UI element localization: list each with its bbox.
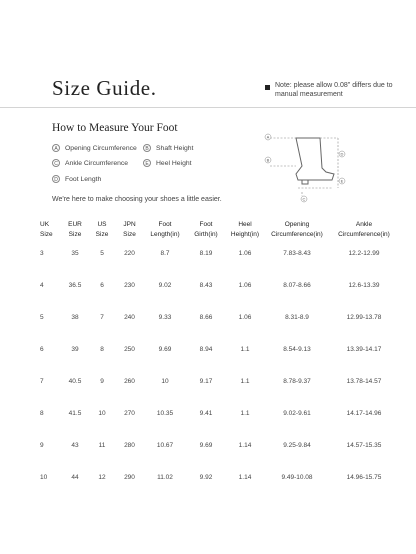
diagram-label-b: B xyxy=(266,157,270,163)
letter-e-icon: E xyxy=(143,159,151,167)
cell-jpn-size: 230 xyxy=(124,282,135,289)
cell-uk-size: 6 xyxy=(40,346,44,353)
table-row xyxy=(30,440,398,472)
diagram-label-e: E xyxy=(340,178,344,184)
legend-label: Ankle Circumference xyxy=(65,159,129,167)
cell-foot-length: 10.67 xyxy=(156,442,174,449)
cell-jpn-size: 240 xyxy=(124,314,135,321)
cell-jpn-size: 290 xyxy=(124,474,135,481)
cell-jpn-size: 220 xyxy=(124,250,135,257)
cell-foot-girth: 9.17 xyxy=(199,378,213,385)
cell-foot-girth: 8.19 xyxy=(199,250,213,257)
top-band xyxy=(0,0,416,26)
cell-us-size: 9 xyxy=(100,378,104,385)
table-row xyxy=(30,312,398,344)
cell-foot-girth: 9.92 xyxy=(199,474,213,481)
cell-ankle-circumference: 12.99-13.78 xyxy=(346,314,382,321)
cell-opening-circumference: 8.78-9.37 xyxy=(283,378,311,385)
header-jpn-size: JPN Size xyxy=(123,221,136,238)
cell-opening-circumference: 9.02-9.61 xyxy=(283,410,311,417)
header-heel-height: Heel Height(in) xyxy=(230,221,260,238)
table-body xyxy=(30,248,398,504)
cell-foot-length: 8.7 xyxy=(160,250,170,257)
cell-uk-size: 8 xyxy=(40,410,44,417)
diagram-label-c: C xyxy=(302,196,306,202)
legend-item-ankle xyxy=(52,159,128,167)
cell-us-size: 6 xyxy=(100,282,104,289)
cell-uk-size: 5 xyxy=(40,314,44,321)
cell-heel-height: 1.14 xyxy=(238,474,252,481)
diagram-label-d: D xyxy=(340,151,344,157)
cell-eur-size: 35 xyxy=(71,250,79,257)
header-us-size: US Size xyxy=(95,221,109,238)
cell-uk-size: 10 xyxy=(40,474,48,481)
cell-eur-size: 38 xyxy=(71,314,79,321)
cell-foot-girth: 8.43 xyxy=(199,282,213,289)
cell-jpn-size: 280 xyxy=(124,442,135,449)
cell-us-size: 11 xyxy=(98,442,106,449)
header-foot-length: Foot Length(in) xyxy=(150,221,180,238)
cell-uk-size: 3 xyxy=(40,250,44,257)
cell-jpn-size: 250 xyxy=(124,346,135,353)
table-row xyxy=(30,280,398,312)
cell-foot-girth: 8.94 xyxy=(199,346,213,353)
diagram-label-a: A xyxy=(266,134,270,140)
cell-eur-size: 41.5 xyxy=(68,410,82,417)
cell-foot-length: 11.02 xyxy=(157,474,173,481)
cell-ankle-circumference: 12.2-12.99 xyxy=(348,250,380,257)
cell-eur-size: 40.5 xyxy=(68,378,82,385)
cell-foot-girth: 9.41 xyxy=(199,410,213,417)
cell-eur-size: 43 xyxy=(71,442,79,449)
table-header-row xyxy=(30,220,398,248)
cell-heel-height: 1.1 xyxy=(240,410,250,417)
cell-foot-length: 9.69 xyxy=(158,346,172,353)
letter-a-icon: A xyxy=(52,144,60,152)
cell-ankle-circumference: 14.96-15.75 xyxy=(346,474,382,481)
cell-ankle-circumference: 14.57-15.35 xyxy=(346,442,382,449)
cell-us-size: 5 xyxy=(100,250,104,257)
cell-ankle-circumference: 13.78-14.57 xyxy=(346,378,382,385)
table-row xyxy=(30,344,398,376)
cell-ankle-circumference: 13.39-14.17 xyxy=(346,346,382,353)
cell-us-size: 12 xyxy=(98,474,106,481)
cell-ankle-circumference: 12.6-13.39 xyxy=(348,282,380,289)
cell-foot-length: 10.35 xyxy=(156,410,174,417)
cell-uk-size: 9 xyxy=(40,442,44,449)
cell-heel-height: 1.06 xyxy=(238,282,252,289)
table-row xyxy=(30,376,398,408)
cell-uk-size: 7 xyxy=(40,378,44,385)
header-foot-girth: Foot Girth(in) xyxy=(194,221,218,238)
note-bullet-icon xyxy=(265,85,270,90)
cell-ankle-circumference: 14.17-14.96 xyxy=(346,410,382,417)
size-table xyxy=(30,220,398,504)
letter-c-icon: C xyxy=(52,159,60,167)
cell-foot-length: 9.33 xyxy=(158,314,172,321)
cell-heel-height: 1.1 xyxy=(240,346,250,353)
cell-eur-size: 44 xyxy=(71,474,79,481)
cell-opening-circumference: 8.07-8.66 xyxy=(283,282,311,289)
table-row xyxy=(30,408,398,440)
cell-eur-size: 36.5 xyxy=(68,282,82,289)
cell-heel-height: 1.1 xyxy=(240,378,250,385)
legend-label: Shaft Height xyxy=(156,144,194,152)
cell-eur-size: 39 xyxy=(71,346,79,353)
legend-label: Opening Circumference xyxy=(65,144,137,152)
legend-item-heel xyxy=(143,159,192,167)
cell-foot-length: 9.02 xyxy=(158,282,172,289)
section-heading: How to Measure Your Foot xyxy=(52,122,178,134)
letter-b-icon: B xyxy=(143,144,151,152)
letter-d-icon: D xyxy=(52,175,60,183)
cell-jpn-size: 260 xyxy=(124,378,135,385)
cell-us-size: 8 xyxy=(100,346,104,353)
legend-item-shaft xyxy=(143,144,193,152)
table-row xyxy=(30,472,398,504)
cell-opening-circumference: 9.25-9.84 xyxy=(283,442,311,449)
cell-heel-height: 1.14 xyxy=(238,442,252,449)
legend-item-foot-length xyxy=(52,175,101,183)
header-opening-circumference: Opening Circumference(in) xyxy=(271,221,323,238)
legend-label: Foot Length xyxy=(65,175,102,183)
cell-opening-circumference: 8.54-9.13 xyxy=(283,346,311,353)
subtitle: We're here to make choosing your shoes a little easier. xyxy=(52,196,222,203)
cell-us-size: 10 xyxy=(98,410,106,417)
cell-heel-height: 1.06 xyxy=(238,314,252,321)
table-row xyxy=(30,248,398,280)
cell-foot-length: 10 xyxy=(161,378,169,385)
cell-us-size: 7 xyxy=(100,314,104,321)
cell-uk-size: 4 xyxy=(40,282,44,289)
cell-jpn-size: 270 xyxy=(124,410,135,417)
divider xyxy=(0,107,416,108)
legend-label: Heel Height xyxy=(156,159,192,167)
header-ankle-circumference: Ankle Circumference(in) xyxy=(338,221,390,238)
boot-diagram xyxy=(262,126,352,206)
page-title: Size Guide. xyxy=(52,76,157,100)
cell-opening-circumference: 7.83-8.43 xyxy=(283,250,311,257)
cell-foot-girth: 9.69 xyxy=(199,442,213,449)
header-eur-size: EUR Size xyxy=(68,221,82,238)
header-uk-size: UK Size xyxy=(40,221,53,238)
cell-opening-circumference: 8.31-8.9 xyxy=(285,314,309,321)
cell-heel-height: 1.06 xyxy=(238,250,252,257)
cell-foot-girth: 8.66 xyxy=(199,314,213,321)
cell-opening-circumference: 9.49-10.08 xyxy=(281,474,313,481)
measurement-note: Note: please allow 0.08" differs due to manual measurement xyxy=(275,82,393,98)
legend-item-opening xyxy=(52,144,137,152)
